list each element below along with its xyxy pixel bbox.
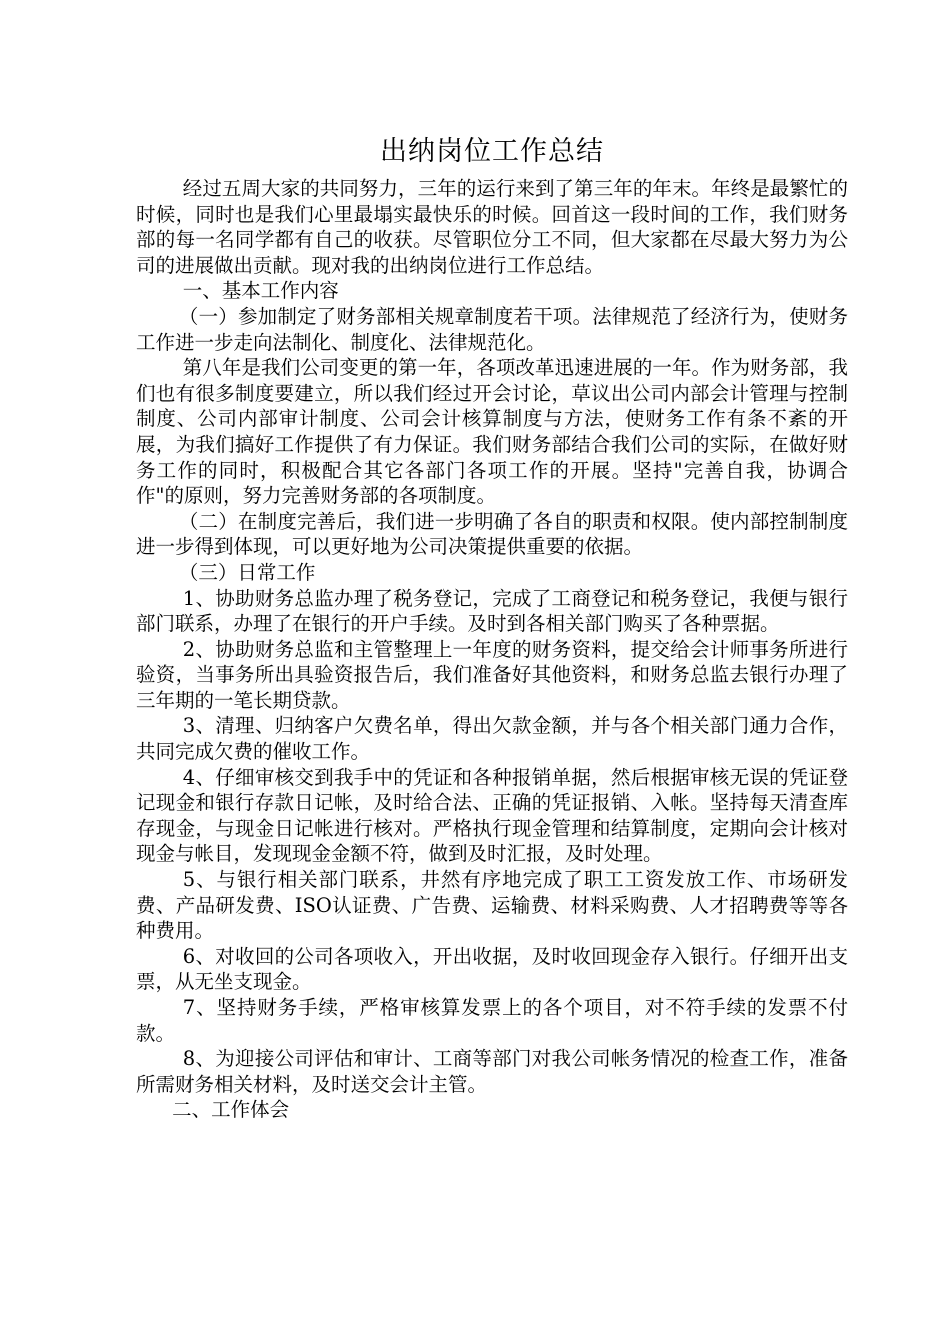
list-item-8: 8、为迎接公司评估和审计、工商等部门对我公司帐务情况的检查工作，准备所需财务相关材料，及时送交会计主管。: [136, 1047, 848, 1096]
paragraph-intro: 经过五周大家的共同努力，三年的运行来到了第三年的年末。年终是最繁忙的时候，同时也是我们心里最塌实最快乐的时候。回首这一段时间的工作，我们财务部的每一名同学都有自己的收获。尽管职位分工不同，但大家都在尽最大努力为公司的进展做出贡献。现对我的出纳岗位进行工作总结。: [136, 177, 848, 277]
list-item-3: 3、清理、归纳客户欠费名单，得出欠款金额，并与各个相关部门通力合作，共同完成欠费的催收工作。: [136, 714, 848, 764]
heading-work-experience: 二、工作体会: [172, 1098, 290, 1122]
paragraph-item-2: （二）在制度完善后，我们进一步明确了各自的职责和权限。使内部控制制度进一步得到体现，可以更好地为公司决策提供重要的依据。: [136, 509, 848, 559]
list-item-1: 1、协助财务总监办理了税务登记，完成了工商登记和税务登记，我便与银行部门联系，办理了在银行的开户手续。及时到各相关部门购买了各种票据。: [136, 586, 848, 636]
list-item-5: 5、与银行相关部门联系，井然有序地完成了职工工资发放工作、市场研发费、产品研发费、ISO认证费、广告费、运输费、材料采购费、人才招聘费等等各种费用。: [136, 868, 848, 943]
document-title: 出纳岗位工作总结: [380, 136, 604, 167]
heading-basic-work: 一、基本工作内容: [182, 279, 339, 303]
heading-daily-work: （三）日常工作: [178, 560, 316, 584]
list-item-6: 6、对收回的公司各项收入，开出收据，及时收回现金存入银行。仔细开出支票，从无坐支现金。: [136, 944, 848, 994]
document-body: [136, 132, 848, 1123]
paragraph-item-1: （一）参加制定了财务部相关规章制度若干项。法律规范了经济行为，使财务工作进一步走向法制化、制度化、法律规范化。: [136, 304, 848, 354]
list-item-4: 4、仔细审核交到我手中的凭证和各种报销单据，然后根据审核无误的凭证登记现金和银行存款日记帐，及时给合法、正确的凭证报销、入帐。坚持每天清查库存现金，与现金日记帐进行核对。严格执行现金管理和结算制度，定期向会计核对现金与帐目，发现现金金额不符，做到及时汇报，及时处理。: [136, 765, 848, 866]
paragraph-year-eight: 第八年是我们公司变更的第一年，各项改革迅速进展的一年。作为财务部，我们也有很多制度要建立，所以我们经过开会讨论，草议出公司内部会计管理与控制制度、公司内部审计制度、公司会计核算制度与方法，使财务工作有条不紊的开展，为我们搞好工作提供了有力保证。我们财务部结合我们公司的实际，在做好财务工作的同时，积极配合其它各部门各项工作的开展。坚持"完善自我，协调合作"的原则，努力完善财务部的各项制度。: [136, 356, 848, 508]
list-item-2: 2、协助财务总监和主管整理上一年度的财务资料，提交给会计师事务所进行验资，当事务所出具验资报告后，我们准备好其他资料，和财务总监去银行办理了三年期的一笔长期贷款。: [136, 637, 848, 712]
list-item-7: 7、坚持财务手续，严格审核算发票上的各个项目，对不符手续的发票不付款。: [136, 996, 848, 1045]
